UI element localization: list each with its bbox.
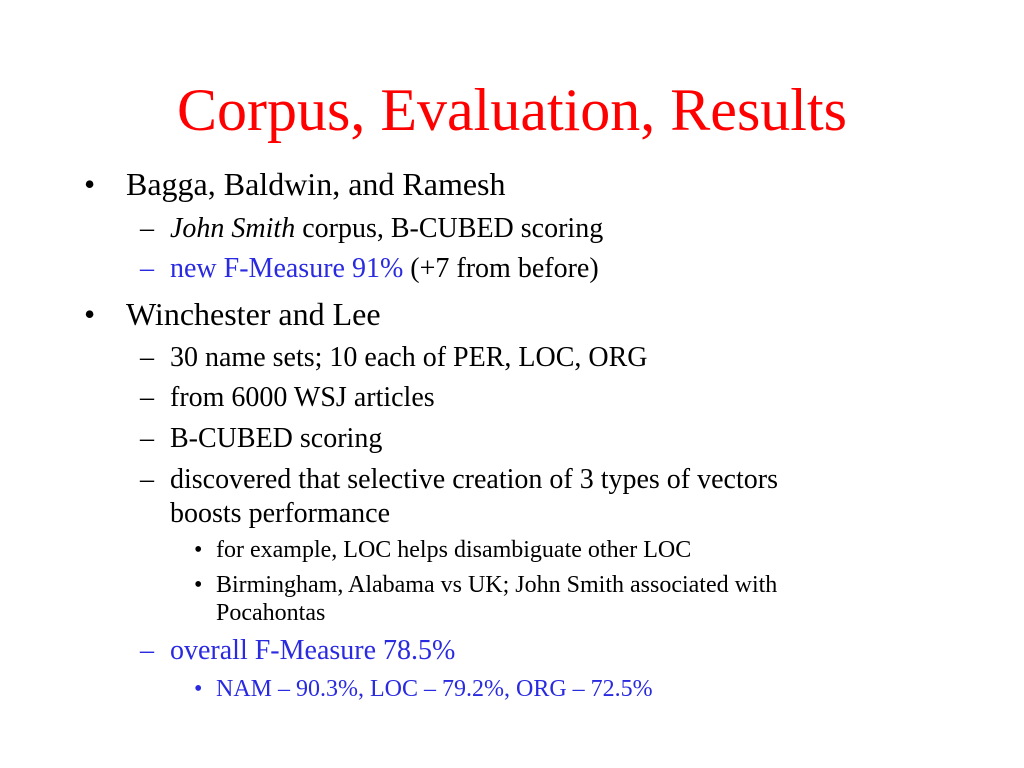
dash-marker: – bbox=[140, 213, 154, 244]
item-text: overall F-Measure 78.5% bbox=[170, 635, 456, 666]
item-highlight-text: new F-Measure 91% bbox=[170, 253, 404, 284]
dash-marker: – bbox=[140, 253, 154, 284]
item-text: NAM – 90.3%, LOC – 79.2%, ORG – 72.5% bbox=[216, 676, 653, 702]
item-text: B-CUBED scoring bbox=[170, 423, 383, 454]
item-text: Winchester and Lee bbox=[126, 296, 381, 332]
bullet-marker: • bbox=[194, 572, 203, 598]
dash-marker: – bbox=[140, 423, 154, 454]
dash-marker: – bbox=[140, 382, 154, 413]
list-item-continuation bbox=[170, 498, 390, 530]
item-text-line-2: Pocahontas bbox=[216, 600, 326, 626]
item-text bbox=[170, 213, 603, 245]
item-text-line-1: Birmingham, Alabama vs UK; John Smith associated with bbox=[216, 572, 778, 598]
bullet-marker: • bbox=[84, 166, 96, 202]
item-text-line-1: discovered that selective creation of 3 types of vectors bbox=[170, 464, 778, 495]
bullet-marker: • bbox=[194, 537, 203, 563]
item-text: from 6000 WSJ articles bbox=[170, 382, 435, 413]
item-text: 30 name sets; 10 each of PER, LOC, ORG bbox=[170, 342, 648, 373]
dash-marker: – bbox=[140, 342, 154, 373]
item-text: for example, LOC helps disambiguate other LOC bbox=[216, 537, 692, 563]
item-italic-text: John Smith bbox=[170, 213, 296, 244]
item-text: Bagga, Baldwin, and Ramesh bbox=[126, 166, 506, 202]
item-text bbox=[170, 253, 599, 285]
slide-title: Corpus, Evaluation, Results bbox=[177, 77, 847, 143]
dash-marker: – bbox=[140, 464, 154, 495]
list-item-continuation bbox=[216, 599, 325, 627]
bullet-marker: • bbox=[84, 296, 96, 332]
item-rest-text: (+7 from before) bbox=[403, 253, 599, 284]
bullet-marker: • bbox=[194, 676, 203, 702]
item-text-line-2: boosts performance bbox=[170, 498, 391, 529]
item-rest-text: corpus, B-CUBED scoring bbox=[295, 213, 604, 244]
dash-marker: – bbox=[140, 635, 154, 666]
